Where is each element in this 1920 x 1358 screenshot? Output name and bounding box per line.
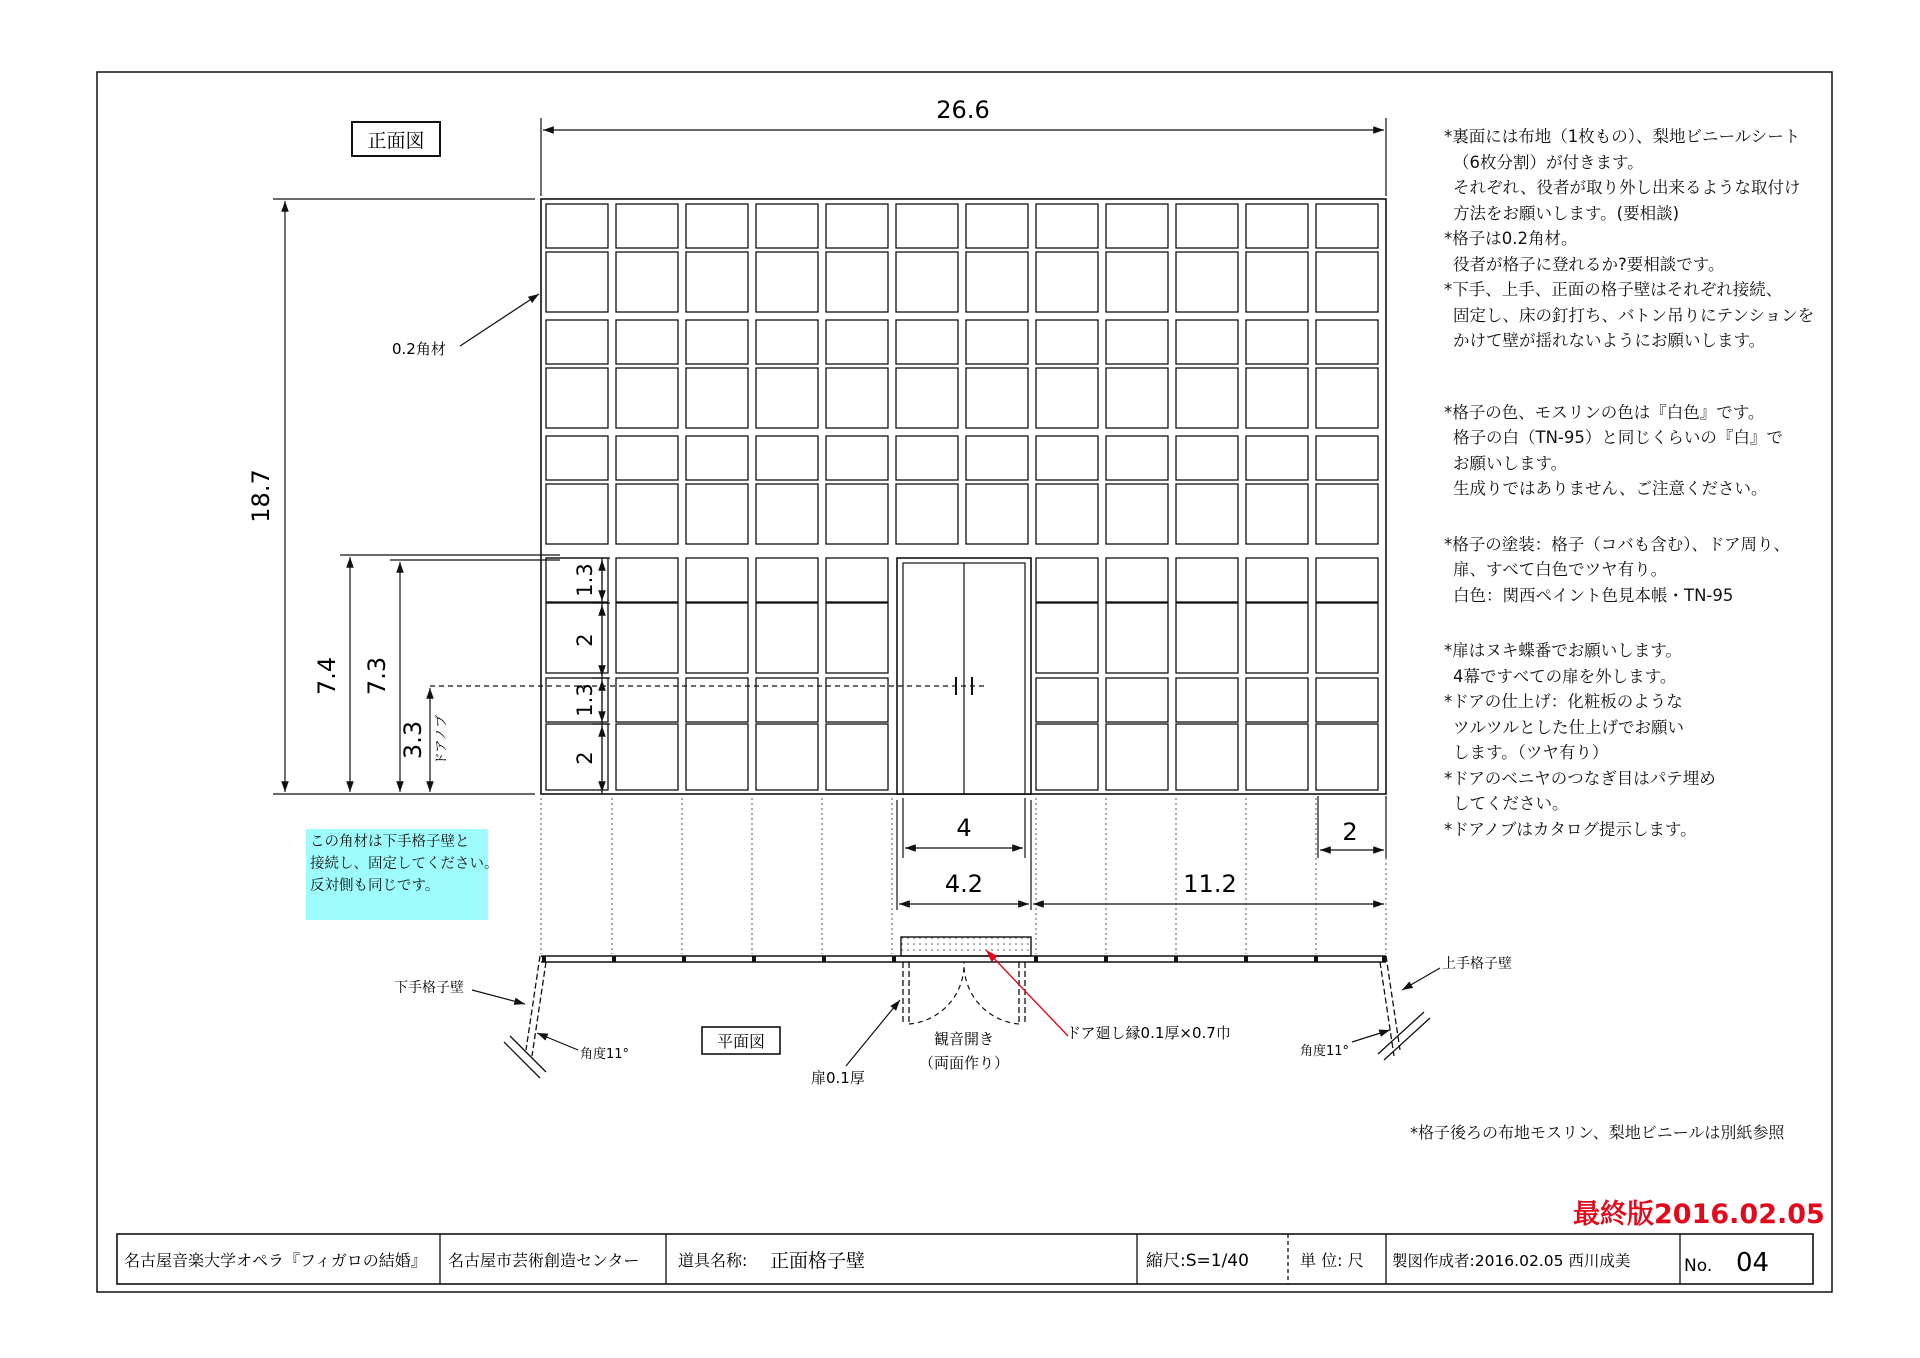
lattice-cell — [1246, 204, 1308, 248]
dim-seg-2-lower: 2 — [573, 751, 597, 765]
overall-height-dimension — [273, 199, 535, 794]
lattice-cell — [966, 436, 1028, 480]
title-production: 名古屋音楽大学オペラ『フィガロの結婚』 — [124, 1251, 427, 1270]
note-line: かけて壁が揺れないようにお願いします。 — [1453, 331, 1766, 350]
lattice-cell — [616, 603, 678, 673]
lattice-cell — [896, 252, 958, 312]
left-wall-leader — [472, 990, 525, 1004]
lattice-cell — [756, 558, 818, 602]
lattice-cell — [546, 320, 608, 364]
lattice-cell — [1246, 436, 1308, 480]
dim-right-panel: 2 — [1342, 818, 1358, 846]
note-group — [1444, 400, 1914, 502]
lattice-cell — [1316, 320, 1378, 364]
note-line: *裏面には布地（1枚もの）、梨地ビニールシート — [1444, 127, 1801, 146]
lattice-cell — [826, 436, 888, 480]
title-unit: 単 位: 尺 — [1300, 1251, 1364, 1270]
final-version-stamp: 最終版2016.02.05 — [1573, 1199, 1825, 1230]
front-view-title: 正面図 — [367, 130, 425, 152]
lattice-cell — [826, 484, 888, 544]
note-line: 固定し、床の釘打ち、バトン吊りにテンションを — [1453, 305, 1815, 325]
lattice-cell — [686, 204, 748, 248]
lattice-cell — [826, 724, 888, 790]
lattice-cell — [1176, 724, 1238, 790]
lattice-cell — [1036, 724, 1098, 790]
note-line: 役者が格子に登れるか?要相談です。 — [1453, 254, 1725, 274]
note-line: それぞれ、役者が取り外し出来るような取付け — [1453, 178, 1801, 197]
plan-node — [1314, 956, 1318, 962]
note-line: お願いします。 — [1453, 453, 1568, 473]
double-door-label-1: 観音開き — [933, 1030, 995, 1048]
lattice-cell — [896, 204, 958, 248]
cyan-note-line: 反対側も同じです。 — [310, 878, 440, 894]
lattice-cell — [616, 320, 678, 364]
lattice-cell — [826, 204, 888, 248]
lattice-cell — [1316, 724, 1378, 790]
lumber-label: 0.2角材 — [392, 340, 446, 358]
lattice-cell — [686, 368, 748, 428]
lattice-cell — [686, 436, 748, 480]
lattice-cell — [966, 204, 1028, 248]
lattice-cell — [1036, 204, 1098, 248]
lattice-cell — [616, 558, 678, 602]
lattice-cell — [896, 436, 958, 480]
title-scale: 縮尺:S=1/40 — [1146, 1251, 1249, 1271]
plan-node — [542, 956, 546, 962]
lattice-cell — [756, 368, 818, 428]
plan-node — [822, 956, 826, 962]
note-line: 生成りではありません、ご注意ください。 — [1453, 479, 1768, 498]
lumber-leader — [460, 294, 539, 346]
lattice-cell — [1106, 678, 1168, 722]
lattice-cell — [896, 368, 958, 428]
note-group — [1444, 532, 1914, 609]
door-thickness-leader — [846, 1000, 900, 1066]
lattice-cell — [1106, 320, 1168, 364]
lattice-cell — [1036, 603, 1098, 673]
lattice-cell — [686, 484, 748, 544]
lattice-cell — [1036, 252, 1098, 312]
lattice-cell — [1246, 603, 1308, 673]
lattice-cell — [1316, 558, 1378, 602]
dim-7-4: 7.4 — [313, 656, 341, 696]
plan-node — [892, 956, 896, 962]
lattice-cell — [686, 252, 748, 312]
plan-node — [1244, 956, 1248, 962]
lattice-cell — [1176, 678, 1238, 722]
lattice-cell — [1246, 252, 1308, 312]
cyan-connection-note — [306, 829, 499, 920]
lattice-cell — [1176, 368, 1238, 428]
lattice-cell — [756, 603, 818, 673]
lattice-cell — [1316, 603, 1378, 673]
lattice-cell — [616, 436, 678, 480]
lattice-cell — [1246, 724, 1308, 790]
lattice-cell — [756, 252, 818, 312]
angle-right-label: 角度11° — [1300, 1044, 1350, 1059]
lattice-cell — [1036, 484, 1098, 544]
lattice-cell — [896, 484, 958, 544]
lattice-cell — [1246, 484, 1308, 544]
title-venue: 名古屋市芸術創造センター — [448, 1251, 640, 1270]
dim-seg-2-upper: 2 — [573, 633, 597, 647]
lattice-cell — [756, 436, 818, 480]
lattice-cell — [1176, 320, 1238, 364]
angle-left-leader — [537, 1033, 578, 1050]
plan-node — [1034, 956, 1038, 962]
note-line: します。（ツヤ有り） — [1453, 743, 1609, 762]
note-line: 扉、すべて白色でツヤ有り。 — [1453, 560, 1668, 579]
lattice-cell — [826, 320, 888, 364]
dim-seg-1-3-top: 1.3 — [573, 563, 597, 597]
lattice-cell — [616, 678, 678, 722]
cyan-note-line: この角材は下手格子壁と — [310, 834, 470, 850]
dim-knob-height: 3.3 — [399, 720, 427, 760]
door-trim-leader — [986, 950, 1068, 1036]
lattice-cell — [616, 252, 678, 312]
lattice-cell — [826, 252, 888, 312]
lattice-cell — [1316, 484, 1378, 544]
dim-door-width: 4 — [956, 814, 972, 842]
lattice-cell — [1106, 204, 1168, 248]
door-trim-label: ドア廻し縁0.1厚×0.7巾 — [1066, 1024, 1231, 1042]
lattice-cell — [546, 436, 608, 480]
lattice-cell — [826, 603, 888, 673]
lattice-cell — [756, 484, 818, 544]
lattice-cell — [756, 204, 818, 248]
lattice-cell — [966, 368, 1028, 428]
note-line: *格子の色、モスリンの色は『白色』です。 — [1444, 402, 1765, 422]
lattice-cell — [1106, 436, 1168, 480]
lattice-cell — [826, 678, 888, 722]
angle-right-leader — [1352, 1030, 1390, 1042]
lattice-cell — [1316, 252, 1378, 312]
lattice-cell — [1176, 252, 1238, 312]
lattice-cell — [1316, 678, 1378, 722]
double-door-label-2: （両面作り） — [918, 1054, 1010, 1072]
lattice-cell — [1106, 252, 1168, 312]
door-trim-plan — [901, 937, 1031, 956]
dim-door-frame-width: 4.2 — [944, 870, 984, 898]
footnote: *格子後ろの布地モスリン、梨地ビニールは別紙参照 — [1410, 1123, 1785, 1142]
dim-seg-1-3-lower: 1.3 — [573, 683, 597, 717]
lattice-cell — [686, 558, 748, 602]
knob-label: ドアノブ — [434, 714, 450, 766]
lattice-cell — [756, 678, 818, 722]
note-line: （6枚分割）が付きます。 — [1453, 152, 1644, 172]
lattice-cell — [1036, 368, 1098, 428]
dim-overall-height: 18.7 — [247, 469, 275, 523]
note-line: *ドアのベニヤのつなぎ目はパテ埋め — [1444, 768, 1716, 788]
lattice-cell — [896, 320, 958, 364]
note-line: *下手、上手、正面の格子壁はそれぞれ接続、 — [1444, 280, 1783, 299]
note-group — [1444, 638, 1914, 842]
plan-node — [1104, 956, 1108, 962]
lattice-cell — [1036, 678, 1098, 722]
plan-node — [752, 956, 756, 962]
plan-view-title: 平面図 — [716, 1032, 766, 1051]
lattice-cell — [686, 724, 748, 790]
dim-overall-width: 26.6 — [936, 96, 990, 124]
lattice-cell — [1316, 436, 1378, 480]
lattice-cell — [1176, 204, 1238, 248]
lattice-cell — [1036, 320, 1098, 364]
note-line: してください。 — [1453, 794, 1569, 813]
dim-7-3: 7.3 — [363, 656, 391, 696]
angle-left-label: 角度11° — [580, 1047, 630, 1062]
cyan-note-line: 接続し、固定してください。 — [310, 856, 499, 872]
lattice-cell — [1176, 603, 1238, 673]
lattice-cell — [826, 368, 888, 428]
note-group — [1444, 124, 1914, 354]
lattice-cell — [616, 724, 678, 790]
lattice-cell — [756, 320, 818, 364]
lattice-cell — [1106, 603, 1168, 673]
lattice-cell — [756, 724, 818, 790]
note-line: *扉はヌキ蝶番でお願いします。 — [1444, 641, 1682, 660]
right-wall-label: 上手格子壁 — [1442, 956, 1512, 972]
note-line: 4幕ですべての扉を外します。 — [1453, 666, 1677, 686]
title-drafter: 製図作成者:2016.02.05 西川成美 — [1392, 1252, 1631, 1270]
lattice-cell — [546, 204, 608, 248]
lattice-cell — [1246, 368, 1308, 428]
spec-notes — [1444, 124, 1914, 872]
lattice-cell — [616, 368, 678, 428]
lattice-cell — [1176, 558, 1238, 602]
note-line: 白色：関西ペイント色見本帳・TN-95 — [1453, 585, 1734, 605]
lattice-cell — [1316, 368, 1378, 428]
lattice-cell — [686, 320, 748, 364]
title-no-label: No. — [1684, 1256, 1713, 1276]
plan-node — [1382, 956, 1386, 962]
plan-nodes — [542, 956, 1386, 962]
plan-node — [682, 956, 686, 962]
lattice-cell — [1176, 484, 1238, 544]
left-wall-label: 下手格子壁 — [394, 980, 464, 996]
lattice-cell — [1316, 204, 1378, 248]
lattice-cell — [616, 484, 678, 544]
note-line: 方法をお願いします。(要相談) — [1453, 203, 1680, 223]
lattice-cell — [1106, 558, 1168, 602]
title-prop-name: 正面格子壁 — [770, 1250, 866, 1272]
lattice-cell — [1036, 436, 1098, 480]
door-thickness-label: 扉0.1厚 — [811, 1069, 865, 1087]
note-line: *ドアノブはカタログ提示します。 — [1444, 819, 1697, 839]
lattice-cell — [1176, 436, 1238, 480]
dim-right-span: 11.2 — [1183, 870, 1237, 898]
note-line: *格子の塗装：格子（コバも含む）、ドア周り、 — [1444, 534, 1791, 554]
front-door — [897, 558, 1031, 794]
note-line: ツルツルとした仕上げでお願い — [1453, 717, 1684, 737]
lattice-cell — [966, 320, 1028, 364]
lattice-cell — [1246, 558, 1308, 602]
lattice-cell — [546, 252, 608, 312]
lattice-cell — [966, 484, 1028, 544]
lattice-cell — [1246, 320, 1308, 364]
lattice-cell — [546, 368, 608, 428]
lattice-cell — [1246, 678, 1308, 722]
title-no-value: 04 — [1736, 1248, 1770, 1278]
lattice-cell — [1036, 558, 1098, 602]
lattice-cell — [826, 558, 888, 602]
overall-width-dimension — [541, 118, 1386, 196]
lattice-cell — [686, 603, 748, 673]
title-prop-name-label: 道具名称: — [678, 1251, 748, 1270]
note-line: *ドアの仕上げ：化粧板のような — [1444, 692, 1683, 711]
note-line: *格子は0.2角材。 — [1444, 229, 1578, 248]
lattice-cell — [1106, 368, 1168, 428]
lattice-cell — [1106, 484, 1168, 544]
lattice-cell — [1106, 724, 1168, 790]
lattice-cell — [546, 484, 608, 544]
lattice-cell — [616, 204, 678, 248]
lattice-cell — [686, 678, 748, 722]
right-wall-leader — [1402, 968, 1440, 990]
plan-node — [612, 956, 616, 962]
lattice-cell — [966, 252, 1028, 312]
note-line: 格子の白（TN-95）と同じくらいの『白』で — [1453, 428, 1783, 447]
plan-node — [1174, 956, 1178, 962]
